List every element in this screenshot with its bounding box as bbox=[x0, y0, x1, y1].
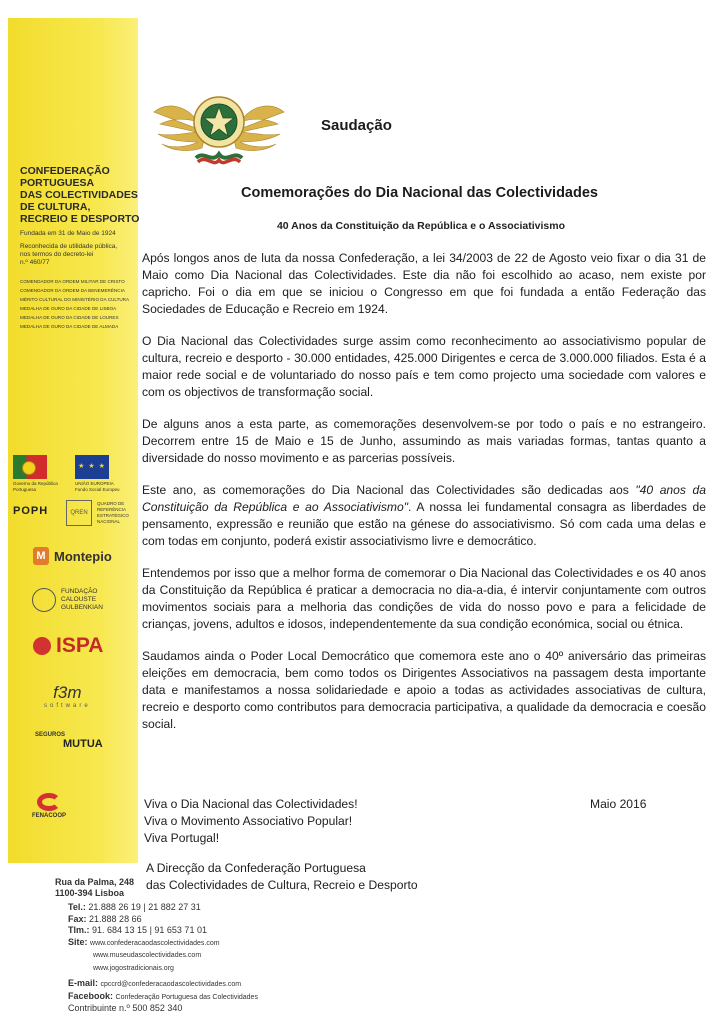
utility-line: Reconhecida de utilidade pública, bbox=[20, 243, 118, 250]
closing-line: Viva o Movimento Associativo Popular! bbox=[144, 814, 353, 828]
site-link[interactable]: www.confederacaodascolectividades.com bbox=[90, 939, 220, 947]
fenacoop-logo bbox=[32, 793, 66, 819]
qren-caption: QUADRO DE REFERÊNCIA ESTRATÉGICO NACIONAL bbox=[97, 501, 129, 524]
paragraph-quote: "40 anos da Constituição da República e ao Associativismo" bbox=[142, 483, 706, 514]
poph-logo bbox=[13, 505, 48, 517]
montepio-logo bbox=[33, 547, 112, 565]
fenacoop-icon bbox=[37, 793, 61, 811]
facebook-label: Facebook: bbox=[68, 990, 114, 1001]
paragraph-text: . A nossa lei fundamental consagra as liberdades de pensamento, expressão e reunião que estão na génese do associativismo. Só com cada uma delas e com todas em conjunto, poderá existir associativismo livre e democrático. bbox=[142, 500, 706, 548]
email-label: E-mail: bbox=[68, 978, 99, 988]
honor-item: MEDALHA DE OURO DA CIDADE DE LOURES bbox=[20, 315, 119, 320]
letter-body bbox=[142, 250, 706, 748]
signature-block bbox=[146, 860, 418, 894]
f3m-logo bbox=[44, 683, 91, 709]
contacts-block bbox=[68, 902, 258, 1015]
signature-line: A Direcção da Confederação Portuguesa bbox=[146, 861, 366, 875]
mutua-text: MUTUA bbox=[63, 738, 103, 750]
site-link[interactable]: www.museudascolectividades.com bbox=[93, 952, 202, 959]
address-city: 1100-394 Lisboa bbox=[55, 888, 125, 898]
address-block bbox=[55, 877, 134, 899]
qren-logo bbox=[66, 500, 137, 526]
contact-tlm bbox=[68, 925, 258, 937]
contact-site-extra bbox=[68, 962, 258, 975]
contact-facebook bbox=[68, 991, 258, 1004]
closing-block bbox=[144, 796, 654, 847]
honor-item: MEDALHA DE OURO DA CIDADE DE ALMADA bbox=[20, 324, 119, 329]
site-label: Site: bbox=[68, 936, 88, 947]
qren-icon: QREN bbox=[66, 500, 92, 526]
facebook-link[interactable]: Confederação Portuguesa das Colectividades bbox=[115, 993, 258, 1001]
contact-tel bbox=[68, 902, 258, 914]
gulbenkian-seal-icon bbox=[32, 588, 56, 612]
gov-caption: Governo da República Portuguesa bbox=[13, 481, 58, 492]
f3m-text: f3m bbox=[53, 683, 82, 702]
ispa-logo bbox=[33, 634, 103, 658]
gulbenkian-logo bbox=[32, 588, 103, 612]
signature-line: das Colectividades de Cultura, Recreio e Desporto bbox=[146, 878, 418, 892]
tlm-label: Tlm.: bbox=[68, 925, 90, 935]
org-line: DAS COLECTIVIDADES bbox=[20, 189, 138, 201]
ispa-text: ISPA bbox=[56, 634, 104, 657]
contact-fax bbox=[68, 914, 258, 926]
closing-line: Viva Portugal! bbox=[144, 831, 220, 845]
org-line: DE CULTURA, bbox=[20, 201, 91, 213]
eu-flag-icon: ★ ★ ★ bbox=[75, 455, 109, 479]
sidebar-founded: Fundada em 31 de Maio de 1924 bbox=[20, 230, 116, 237]
tlm-value: 91. 684 13 15 | 91 653 71 01 bbox=[92, 925, 207, 935]
eu-logo bbox=[75, 455, 123, 493]
org-line: PORTUGUESA bbox=[20, 177, 95, 189]
paragraph-text: Este ano, as comemorações do Dia Nacional das Colectividades são dedicadas aos bbox=[142, 483, 636, 497]
contact-site bbox=[68, 937, 258, 950]
mutua-top-text: SEGUROS bbox=[35, 732, 66, 738]
closing-line: Viva o Dia Nacional das Colectividades! bbox=[144, 797, 358, 811]
org-line: RECREIO E DESPORTO bbox=[20, 213, 140, 225]
honor-item: MEDALHA DE OURO DA CIDADE DE LISBOA bbox=[20, 306, 117, 311]
letter-date: Maio 2016 bbox=[590, 797, 647, 811]
fax-label: Fax: bbox=[68, 913, 87, 924]
paragraph bbox=[142, 482, 706, 550]
mutua-logo bbox=[35, 732, 103, 750]
utility-line: n.º 460/77 bbox=[20, 259, 50, 266]
paragraph: De alguns anos a esta parte, as comemorações desenvolvem-se por todo o país e no estrangeiro. Decorrem entre 15 de Maio e 15 de Junho, assumindo as mais variadas formas, tantas quanto a diversidade do nosso movimento e as parcerias possíveis. bbox=[142, 417, 706, 465]
montepio-icon: M bbox=[33, 547, 49, 565]
document-subheading: 40 Anos da Constituição da República e o Associativismo bbox=[276, 220, 566, 232]
gulbenkian-line: FUNDAÇÃO bbox=[61, 588, 98, 595]
utility-line: nos termos do decreto-lei bbox=[20, 251, 94, 258]
contact-email bbox=[68, 978, 258, 991]
contact-site-extra bbox=[68, 949, 258, 962]
poph-text: POPH bbox=[13, 505, 49, 517]
eu-caption: UNIÃO EUROPEIA Fundo Social Europeu bbox=[75, 481, 120, 492]
tel-label: Tel.: bbox=[68, 902, 86, 912]
document-subtitle: Comemorações do Dia Nacional das Colectividades bbox=[241, 185, 598, 201]
f3m-subtext: software bbox=[44, 703, 91, 709]
site-link[interactable]: www.jogostradicionais.org bbox=[93, 964, 174, 972]
gulbenkian-line: CALOUSTE bbox=[61, 596, 97, 603]
email-link[interactable]: cpccrd@confederacaodascolectividades.com bbox=[100, 981, 242, 988]
sidebar-honors bbox=[20, 277, 145, 331]
fax-value: 21.888 28 66 bbox=[89, 913, 142, 924]
paragraph: Saudamos ainda o Poder Local Democrático que comemora este ano o 40º aniversário das primeiras eleições em democracia, bem como todos os Dirigentes Associativos na passagem desta importante data e manifestamos a nossa solidariedade e apoio a todas as actividades associativas de cultura, recreio e desporto como contributos para democracia participativa, a qualidade da democracia e coesão social. bbox=[142, 649, 706, 731]
paragraph: Após longos anos de luta da nossa Confederação, a lei 34/2003 de 22 de Agosto veio fixar o dia 31 de Maio como Dia Nacional das Colectividades. Este dia não foi escolhido ao acaso, nem existe por capricho. Foi o dia em que se iniciou o Congresso em que foi fundada a então Federação das Sociedades de Educação e Recreio em 1924. bbox=[142, 251, 706, 316]
honor-item: MÉRITO CULTURAL DO MINISTÉRIO DA CULTURA bbox=[20, 297, 130, 302]
tel-value: 21.888 26 19 | 21 882 27 31 bbox=[88, 902, 201, 912]
gulbenkian-line: GULBENKIAN bbox=[61, 604, 103, 611]
contact-nif: Contribuinte n.º 500 852 340 bbox=[68, 1003, 183, 1013]
ispa-icon bbox=[33, 637, 51, 655]
montepio-text: Montepio bbox=[54, 548, 112, 564]
gov-logo bbox=[13, 455, 61, 493]
confederation-emblem-icon bbox=[146, 92, 292, 172]
paragraph: O Dia Nacional das Colectividades surge assim como reconhecimento ao associativismo popular de cultura, recreio e desporto - 30.000 entidades, 425.000 Dirigentes e cerca de 3.000.000 filiados. Esta é a maior rede social e de voluntariado do nosso país e tem como projecto uma sociedade com valores e com os objectivos de transformação social. bbox=[142, 334, 706, 399]
honor-item: COMENDADOR DA ORDEM MILITAR DE CRISTO bbox=[20, 279, 125, 284]
fenacoop-text: FENACOOP bbox=[32, 813, 67, 819]
paragraph: Entendemos por isso que a melhor forma de comemorar o Dia Nacional das Colectividades e os 40 anos da Constituição da República é praticar a democracia no dia-a-dia, é intervir conjuntamente com outros movimentos sociais para a melhoria das condições de vida do nosso povo e para a felicidade de crianças, jovens, adultos e idosos, independentemente da sua condição económica, social ou étnica. bbox=[142, 566, 706, 631]
address-street: Rua da Palma, 248 bbox=[55, 877, 135, 887]
gulbenkian-text bbox=[61, 588, 103, 612]
org-line: CONFEDERAÇÃO bbox=[20, 165, 110, 177]
page-title: Saudação bbox=[321, 117, 392, 134]
honor-item: COMENDADOR DA ORDEM DA BENEMERÊNCIA bbox=[20, 288, 125, 293]
sidebar-utility bbox=[20, 243, 135, 267]
portugal-flag-icon bbox=[13, 455, 47, 479]
